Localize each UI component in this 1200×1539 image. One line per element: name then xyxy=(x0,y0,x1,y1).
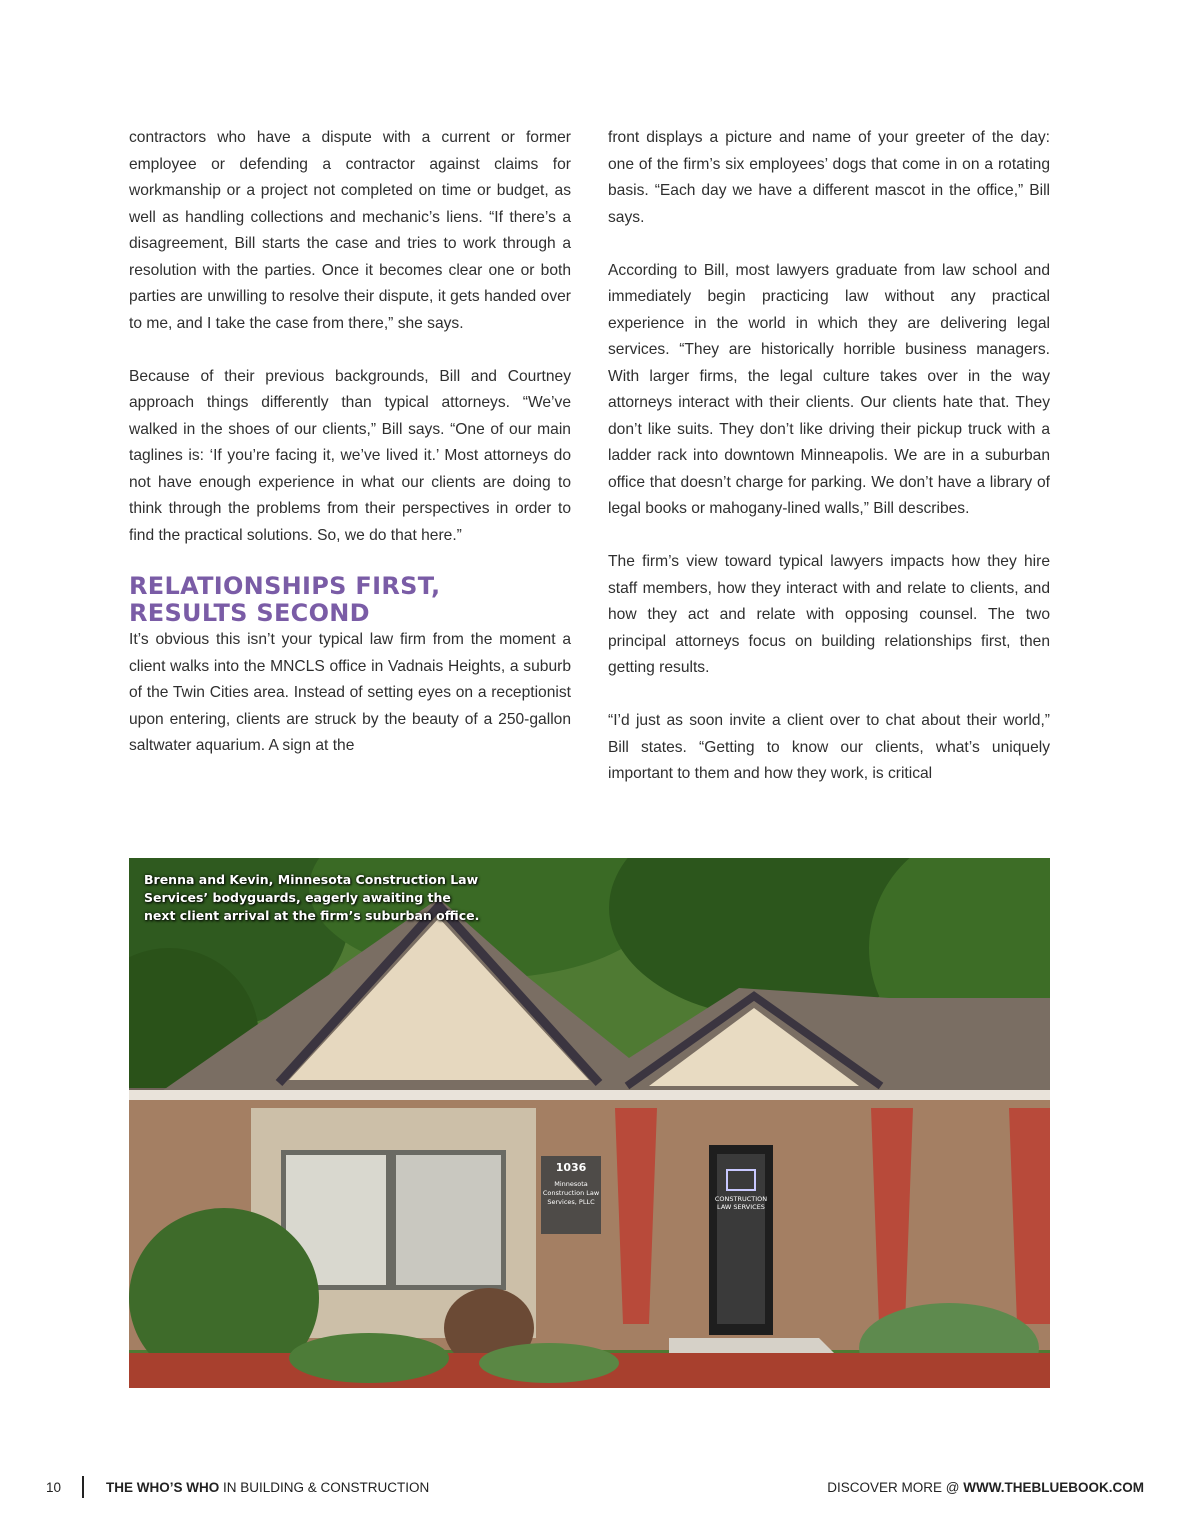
left-column xyxy=(129,125,571,760)
office-photo xyxy=(129,858,1050,1388)
address-number: 1036 xyxy=(555,1161,587,1174)
sign-line-2: Construction Law xyxy=(542,1189,600,1197)
footer-divider xyxy=(82,1476,84,1498)
left-paragraph-3: It’s obvious this isn’t your typical law firm from the moment a client walks into the MNCLS office in Vadnais Heights, a suburb of the Twin Cities area. Instead of setting eyes on a receptionist upon entering, clients are struck by the beauty of a 250-gallon saltwater aquarium. A sign at the xyxy=(129,631,571,754)
right-paragraph-3: The firm’s view toward typical lawyers impacts how they hire staff members, how they interact with and relate to clients, and how they act and relate with opposing counsel. The two principal attorneys focus on building relationships first, then getting results. xyxy=(608,553,1050,676)
sign-line-1: Minnesota xyxy=(554,1180,588,1188)
section-heading xyxy=(129,573,571,627)
photo-caption: Brenna and Kevin, Minnesota Construction Law Services’ bodyguards, eagerly awaiting the next client arrival at the firm’s suburban office. xyxy=(144,872,480,923)
right-column xyxy=(608,125,1050,788)
section-heading-line-1: RELATIONSHIPS FIRST, xyxy=(129,572,441,600)
office-building-illustration xyxy=(129,858,1050,1388)
left-paragraph-1: contractors who have a dispute with a current or former employee or defending a contractor against claims for workmanship or a project not completed on time or budget, as well as handling collections and mechanic’s liens. “If there’s a disagreement, Bill starts the case and tries to work through a resolution with the parties. Once it becomes clear one or both parties are unwilling to resolve their dispute, it gets handed over to me, and I take the case from there,” she says. xyxy=(129,129,571,332)
door-logo-line-1: CONSTRUCTION xyxy=(714,1195,768,1203)
section-heading-line-2: RESULTS SECOND xyxy=(129,599,370,627)
right-paragraph-1: front displays a picture and name of your greeter of the day: one of the firm’s six employees’ dogs that come in on a rotating basis. “Each day we have a different mascot in the office,” Bill says. xyxy=(608,129,1050,226)
right-paragraph-2: According to Bill, most lawyers graduate from law school and immediately begin practicing law without any practical experience in the world in which they are delivering legal services. “They are historically horrible business managers. With larger firms, the legal culture takes over in the way attorneys interact with their clients. Our clients hate that. They don’t like suits. They don’t like driving their pickup truck with a ladder rack into downtown Minneapolis. We are in a suburban office that doesn’t charge for parking. We don’t have a library of legal books or mahogany-lined walls,” Bill describes. xyxy=(608,261,1050,517)
publication-name-rest: IN BUILDING & CONSTRUCTION xyxy=(219,1480,430,1495)
sign-line-3: Services, PLLC xyxy=(547,1198,595,1206)
publication-name-bold: THE WHO’S WHO xyxy=(106,1480,220,1495)
right-paragraph-4: “I’d just as soon invite a client over to chat about their world,” Bill states. “Getting to know our clients, what’s uniquely important to them and how they work, is critical xyxy=(608,712,1050,782)
page-footer xyxy=(0,1476,1200,1500)
left-paragraph-2: Because of their previous backgrounds, Bill and Courtney approach things differently than typical attorneys. “We’ve walked in the shoes of our clients,” Bill says. “One of our main taglines is: ‘If you’re facing it, we’ve lived it.’ Most attorneys do not have enough experience in what our clients are doing to think through the problems from their perspectives in order to find the practical solutions. So, we do that here.” xyxy=(129,367,571,544)
discover-prefix: DISCOVER MORE @ xyxy=(827,1480,964,1495)
door-logo-line-2: LAW SERVICES xyxy=(717,1203,765,1211)
page-number: 10 xyxy=(46,1480,62,1495)
discover-url[interactable]: WWW.THEBLUEBOOK.COM xyxy=(963,1480,1144,1495)
discover-link[interactable] xyxy=(827,1480,1144,1495)
publication-name xyxy=(106,1480,429,1495)
